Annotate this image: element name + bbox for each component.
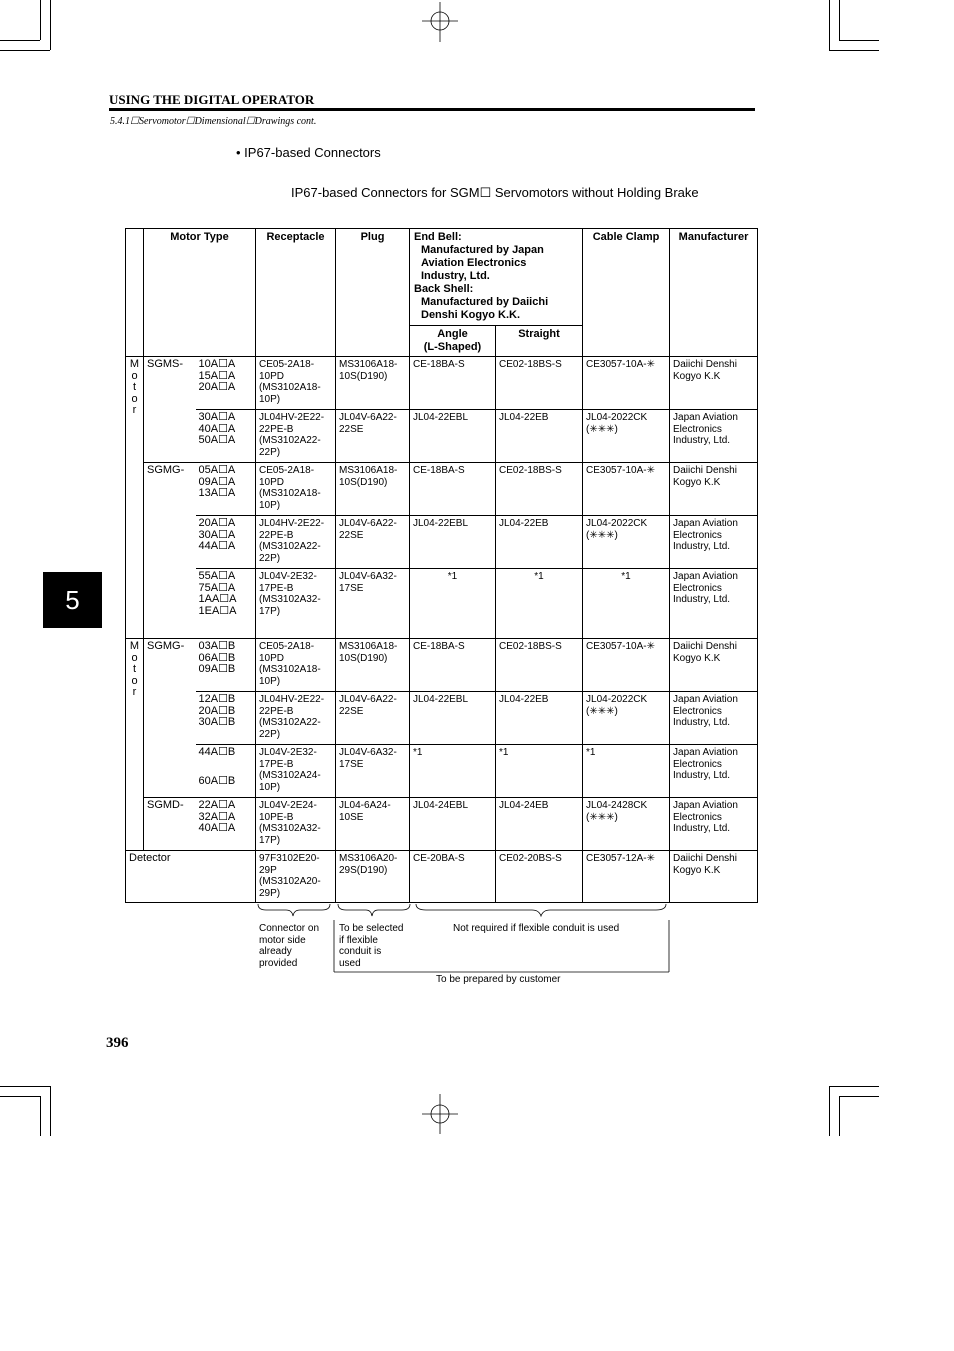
cable-clamp-cell (583, 639, 670, 692)
cell-line: Daiichi Denshi (673, 853, 737, 864)
cell-line: 10S(D190) (339, 652, 388, 664)
table-caption: IP67-based Connectors for SGM☐ Servomotors without Holding Brake (291, 185, 699, 200)
cell-line: CE05-2A18- (259, 641, 315, 652)
header-blank (126, 229, 144, 357)
cell-line: t (132, 663, 137, 675)
cell-line: MS3106A18- (339, 465, 398, 476)
model-list (196, 357, 256, 410)
plug-cell (336, 639, 410, 692)
note-customer: To be prepared by customer (436, 974, 561, 985)
model-code: 40A☐A (198, 822, 236, 834)
model-list (196, 463, 256, 516)
cell-line: 29S(D190) (339, 864, 388, 876)
cell-line: Electronics (673, 758, 722, 770)
cell-line: Electronics (673, 705, 722, 717)
table-row (126, 569, 758, 639)
cell-line: JL04HV-2E22- (259, 694, 325, 705)
cell-line: (MS3102A18- (259, 382, 321, 393)
cell-line: Kogyo K.K (673, 476, 721, 488)
series-name: SGMG- (144, 639, 196, 798)
angle-cell: CE-18BA-S (410, 463, 496, 516)
cable-clamp-cell (583, 745, 670, 798)
cell-line: 22P) (259, 552, 281, 564)
cell-line: Electronics (673, 582, 722, 594)
receptacle-cell (256, 463, 336, 516)
cell-line: CE3057-12A-✳ (586, 853, 655, 864)
straight-cell: JL04-22EB (496, 410, 583, 463)
cell-line: M (129, 358, 140, 370)
model-code: 44A☐B (198, 746, 236, 758)
header-plug: Plug (336, 229, 410, 357)
cell-line: o (131, 674, 138, 687)
model-list (196, 569, 256, 639)
receptacle-cell (256, 692, 336, 745)
cell-line: 17PE-B (259, 758, 294, 770)
table-row (126, 798, 758, 851)
cell-line: CE05-2A18- (259, 465, 315, 476)
plug-cell (336, 463, 410, 516)
detector-row (126, 851, 758, 903)
cell-line: 10P) (259, 675, 281, 687)
model-code: 22A☐A (198, 799, 236, 811)
plug-cell (336, 851, 410, 903)
note-receptacle-line-2: motor side (259, 934, 306, 946)
model-code: 30A☐A (198, 528, 236, 541)
cell-line: JL04V-2E24- (259, 800, 317, 811)
manufacturer-cell (670, 851, 758, 903)
model-list (196, 692, 256, 745)
cell-line: CE3057-10A-✳ (586, 359, 655, 370)
straight-cell: *1 (496, 745, 583, 798)
cell-line: JL04-6A24- (339, 800, 391, 811)
note-end-bell: Not required if flexible conduit is used (453, 923, 620, 934)
straight-cell: CE02-20BS-S (496, 851, 583, 903)
angle-cell: JL04-22EBL (410, 692, 496, 745)
cell-line: JL04V-2E32- (259, 571, 317, 582)
cable-clamp-cell (583, 516, 670, 569)
header-rule (109, 108, 755, 111)
angle-cell: CE-18BA-S (410, 639, 496, 692)
plug-cell (336, 410, 410, 463)
cell-line: Japan Aviation (673, 571, 738, 582)
manufacturer-cell (670, 745, 758, 798)
cell-line: 22SE (339, 705, 364, 717)
cell-line: 17PE-B (259, 582, 294, 594)
cell-line: MS3106A20- (339, 853, 398, 864)
cell-line: JL04V-6A22- (339, 694, 397, 705)
cell-line: o (131, 369, 138, 382)
cell-line: JL04V-6A22- (339, 412, 397, 423)
back-shell-maker-1: Manufactured by Daiichi (421, 296, 549, 308)
series-name: SGMD- (144, 798, 196, 851)
cell-line: (MS3102A22- (259, 435, 321, 446)
model-code: 32A☐A (198, 810, 236, 823)
straight-cell: JL04-24EB (496, 798, 583, 851)
chapter-tab: 5 (43, 572, 102, 628)
plug-cell (336, 745, 410, 798)
cell-line: 22PE-B (259, 423, 294, 435)
cell-line: Daiichi Denshi (673, 359, 737, 370)
model-code: 55A☐A (198, 570, 236, 582)
note-plug (339, 923, 404, 969)
cell-line: 17SE (339, 582, 364, 594)
registration-target-bottom-icon (420, 1094, 460, 1134)
cell-line: 10PD (259, 476, 285, 488)
series-name: SGMG- (144, 463, 196, 639)
header-manufacturer: Manufacturer (670, 229, 758, 357)
motor-label (126, 639, 144, 851)
model-code: 03A☐B (198, 640, 236, 652)
cell-line: 10SE (339, 811, 364, 823)
cell-line: r (132, 404, 137, 416)
back-shell-label: Back Shell: (414, 283, 474, 295)
model-code: 13A☐A (198, 487, 236, 499)
cable-clamp-cell (583, 357, 670, 410)
cell-line: 17SE (339, 758, 364, 770)
cell-line: Industry, Ltd. (673, 541, 731, 552)
model-code: 75A☐A (198, 581, 236, 594)
cell-line: Kogyo K.K (673, 864, 721, 876)
receptacle-cell (256, 569, 336, 639)
header-end-bell (410, 229, 583, 326)
cell-line: Electronics (673, 423, 722, 435)
model-code: 30A☐A (198, 411, 236, 423)
cell-line: r (132, 686, 137, 698)
manufacturer-cell (670, 463, 758, 516)
straight-cell: CE02-18BS-S (496, 639, 583, 692)
table-row (126, 516, 758, 569)
table-row (126, 639, 758, 692)
cell-line: (MS3102A24- (259, 770, 321, 781)
cell-line: CE05-2A18- (259, 359, 315, 370)
note-receptacle (259, 923, 319, 969)
cell-line: (MS3102A18- (259, 488, 321, 499)
model-list (196, 798, 256, 851)
bullet-heading: • IP67-based Connectors (236, 145, 381, 160)
cell-line: CE3057-10A-✳ (586, 641, 655, 652)
plug-cell (336, 569, 410, 639)
model-code: 20A☐A (198, 381, 236, 393)
cell-line: (MS3102A18- (259, 664, 321, 675)
cell-line: JL04-2022CK (586, 694, 648, 705)
model-code: 10A☐A (198, 358, 236, 370)
cell-line: (✳✳✳) (586, 705, 618, 717)
cell-line: 10PD (259, 652, 285, 664)
model-list (196, 639, 256, 692)
table-row (126, 463, 758, 516)
manufacturer-cell (670, 569, 758, 639)
model-list (196, 745, 256, 798)
straight-cell: JL04-22EB (496, 516, 583, 569)
cell-line: Electronics (673, 811, 722, 823)
cable-clamp-cell (583, 410, 670, 463)
note-receptacle-line-4: provided (259, 957, 298, 969)
header-motor-type: Motor Type (144, 229, 256, 357)
receptacle-cell (256, 516, 336, 569)
angle-cell: JL04-22EBL (410, 516, 496, 569)
end-bell-label: End Bell: (414, 231, 462, 243)
cell-line: 10S(D190) (339, 476, 388, 488)
cell-line: 17P) (259, 605, 281, 617)
model-code: 50A☐A (198, 434, 236, 446)
table-row (126, 692, 758, 745)
manufacturer-cell (670, 516, 758, 569)
cell-line: Daiichi Denshi (673, 641, 737, 652)
manufacturer-cell (670, 639, 758, 692)
cell-line: (MS3102A32- (259, 594, 321, 605)
registration-target-top-icon (420, 2, 460, 42)
cell-line: 29P) (259, 887, 281, 899)
note-plug-line-3: conduit is (339, 946, 382, 957)
straight-cell: JL04-22EB (496, 692, 583, 745)
plug-cell (336, 798, 410, 851)
cell-line: JL04V-2E32- (259, 747, 317, 758)
model-code: 20A☐A (198, 517, 236, 529)
connector-table (125, 228, 758, 903)
detector-label: Detector (126, 851, 256, 903)
cell-line: (MS3102A22- (259, 717, 321, 728)
model-code: 06A☐B (198, 651, 236, 664)
page-number: 396 (106, 1035, 129, 1051)
table-row (126, 357, 758, 410)
cell-line: Japan Aviation (673, 412, 738, 423)
note-plug-line-2: if flexible (339, 934, 378, 946)
cell-line: Kogyo K.K (673, 652, 721, 664)
model-list (196, 410, 256, 463)
cell-line: 10PE-B (259, 811, 294, 823)
motor-label (126, 357, 144, 639)
cell-line: Electronics (673, 529, 722, 541)
cell-line: Industry, Ltd. (673, 435, 731, 446)
cable-clamp-cell (583, 569, 670, 639)
cell-line: JL04-2428CK (586, 800, 648, 811)
model-code: 05A☐A (198, 464, 236, 476)
cell-line: JL04V-6A32- (339, 747, 397, 758)
header-cable-clamp: Cable Clamp (583, 229, 670, 357)
end-bell-maker-1: Manufactured by Japan (421, 244, 544, 256)
plug-cell (336, 516, 410, 569)
receptacle-cell (256, 357, 336, 410)
series-name: SGMS- (144, 357, 196, 463)
cell-line: Industry, Ltd. (673, 717, 731, 728)
model-code: 12A☐B (198, 693, 236, 705)
cell-line: CE3057-10A-✳ (586, 465, 655, 476)
straight-cell: CE02-18BS-S (496, 463, 583, 516)
angle-cell: *1 (410, 745, 496, 798)
plug-cell (336, 692, 410, 745)
cell-line: 10PD (259, 370, 285, 382)
cell-line: Industry, Ltd. (673, 594, 731, 605)
cell-line: 10S(D190) (339, 370, 388, 382)
cell-line: JL04V-6A32- (339, 571, 397, 582)
table-header-row (126, 229, 758, 326)
cell-line: Industry, Ltd. (673, 770, 731, 781)
manufacturer-cell (670, 410, 758, 463)
cell-line: 97F3102E20- (259, 853, 320, 864)
straight-cell: *1 (496, 569, 583, 639)
cell-line: JL04HV-2E22- (259, 518, 325, 529)
model-code: 09A☐B (198, 663, 236, 675)
section-subtitle: 5.4.1☐Servomotor☐Dimensional☐Drawings cont. (110, 116, 317, 127)
manufacturer-cell (670, 798, 758, 851)
cell-line: MS3106A18- (339, 641, 398, 652)
cell-line: 10P) (259, 393, 281, 405)
cell-line: 22P) (259, 446, 281, 458)
cell-line: JL04HV-2E22- (259, 412, 325, 423)
cell-line: *1 (621, 571, 631, 582)
model-code: 60A☐B (198, 774, 236, 787)
header-angle-line-1: Angle (437, 328, 468, 340)
model-code: 44A☐A (198, 540, 236, 552)
cell-line: Japan Aviation (673, 694, 738, 705)
cell-line: (✳✳✳) (586, 529, 618, 541)
angle-cell: CE-20BA-S (410, 851, 496, 903)
model-code: 1AA☐A (198, 593, 237, 605)
angle-cell: JL04-24EBL (410, 798, 496, 851)
cell-line: (MS3102A22- (259, 541, 321, 552)
cell-line: 17P) (259, 834, 281, 846)
end-bell-maker-2: Aviation Electronics (421, 257, 527, 269)
cell-line: Industry, Ltd. (673, 823, 731, 834)
cell-line: t (132, 381, 137, 393)
cell-line: M (129, 640, 140, 652)
cell-line: (✳✳✳) (586, 423, 618, 435)
header-receptacle: Receptacle (256, 229, 336, 357)
straight-cell: CE02-18BS-S (496, 357, 583, 410)
cell-line: 10P) (259, 781, 281, 793)
table-row (126, 410, 758, 463)
model-code: 20A☐B (198, 704, 236, 717)
cable-clamp-cell (583, 692, 670, 745)
header-straight: Straight (496, 326, 583, 357)
model-code: 15A☐A (198, 369, 236, 382)
cell-line: (MS3102A20- (259, 876, 321, 887)
back-shell-maker-2: Denshi Kogyo K.K. (421, 309, 521, 321)
receptacle-cell (256, 410, 336, 463)
manufacturer-cell (670, 692, 758, 745)
cell-line: 22SE (339, 529, 364, 541)
cable-clamp-cell (583, 851, 670, 903)
cell-line: JL04-2022CK (586, 412, 648, 423)
cell-line: 29P (259, 864, 277, 876)
header-angle (410, 326, 496, 357)
end-bell-maker-3: Industry, Ltd. (421, 270, 490, 282)
cable-clamp-cell (583, 798, 670, 851)
table-row (126, 745, 758, 798)
receptacle-cell (256, 639, 336, 692)
cell-line: 22PE-B (259, 529, 294, 541)
cell-line: Daiichi Denshi (673, 465, 737, 476)
cell-line: Japan Aviation (673, 800, 738, 811)
cell-line: 22P) (259, 728, 281, 740)
model-code: 1EA☐A (198, 604, 237, 617)
note-plug-line-4: used (339, 957, 361, 969)
cell-line: 10P) (259, 499, 281, 511)
model-code: 40A☐A (198, 422, 236, 435)
receptacle-cell (256, 851, 336, 903)
cell-line: JL04V-6A22- (339, 518, 397, 529)
cell-line: (MS3102A32- (259, 823, 321, 834)
note-receptacle-line-1: Connector on (259, 923, 320, 934)
plug-cell (336, 357, 410, 410)
note-plug-line-1: To be selected (339, 923, 404, 934)
cell-line: *1 (586, 747, 596, 758)
header-angle-line-2: (L-Shaped) (423, 341, 482, 353)
cell-line: Japan Aviation (673, 747, 738, 758)
cell-line: 22PE-B (259, 705, 294, 717)
cell-line: (✳✳✳) (586, 811, 618, 823)
note-receptacle-line-3: already (259, 946, 292, 957)
cell-line: o (131, 651, 138, 664)
cell-line: 22SE (339, 423, 364, 435)
cell-line: JL04-2022CK (586, 518, 648, 529)
model-code: 30A☐B (198, 716, 236, 728)
receptacle-cell (256, 798, 336, 851)
cell-line: MS3106A18- (339, 359, 398, 370)
angle-cell: *1 (410, 569, 496, 639)
receptacle-cell (256, 745, 336, 798)
model-code: 09A☐A (198, 475, 236, 488)
cell-line: Japan Aviation (673, 518, 738, 529)
cell-line: Kogyo K.K (673, 370, 721, 382)
cable-clamp-cell (583, 463, 670, 516)
manufacturer-cell (670, 357, 758, 410)
angle-cell: JL04-22EBL (410, 410, 496, 463)
angle-cell: CE-18BA-S (410, 357, 496, 410)
section-title: USING THE DIGITAL OPERATOR (109, 92, 315, 107)
cell-line: o (131, 392, 138, 405)
model-list (196, 516, 256, 569)
